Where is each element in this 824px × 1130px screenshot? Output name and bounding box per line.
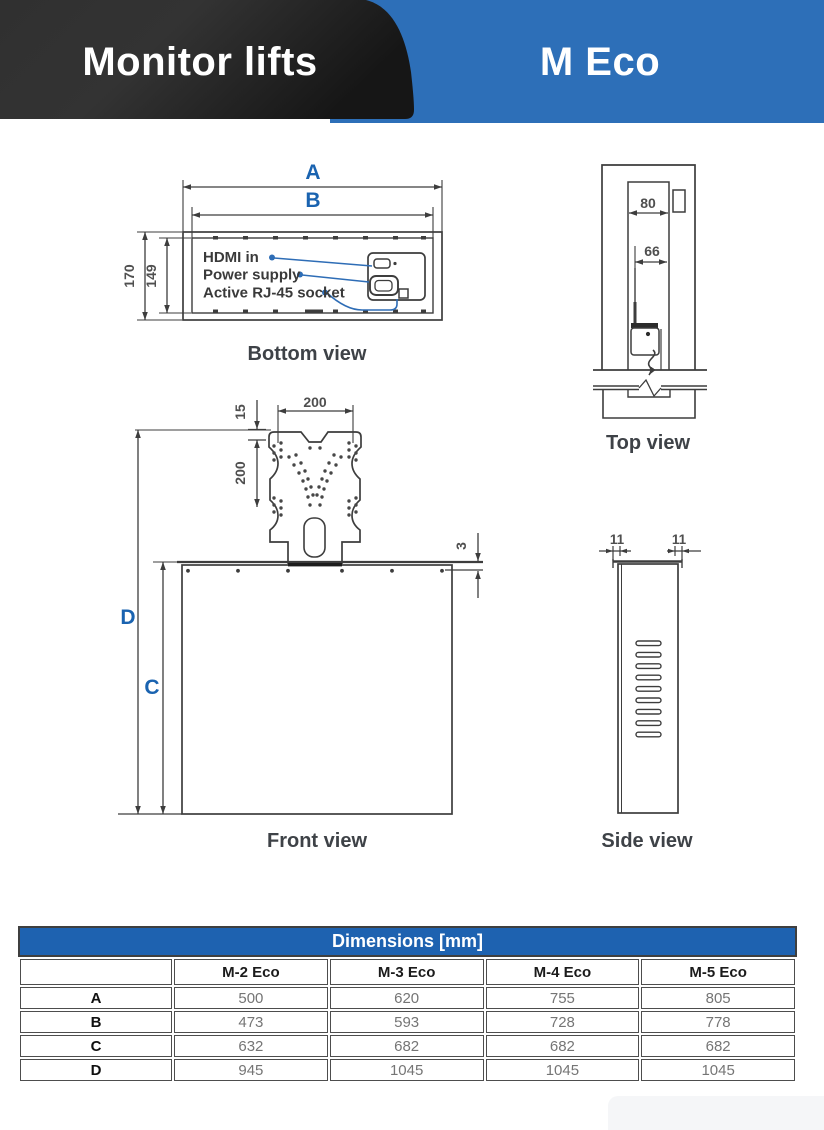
- dim-label-11-right: 11: [671, 532, 687, 547]
- model-title: M Eco: [539, 40, 661, 84]
- cell-C-m4: 682: [486, 1035, 640, 1057]
- table-row: [20, 1059, 795, 1081]
- cell-B-m5: 778: [641, 1011, 795, 1033]
- cell-A-m3: 620: [330, 987, 484, 1009]
- panel-screw-dots: [186, 569, 444, 573]
- top-view-drawing: [575, 152, 735, 452]
- table-title: Dimensions [mm]: [18, 926, 797, 957]
- dim-label-66: 66: [644, 243, 660, 259]
- side-view-caption: Side view: [601, 830, 693, 852]
- dim-label-11-left: 11: [609, 532, 625, 547]
- dim-label-A: A: [305, 161, 321, 184]
- hdmi-port-icon: [374, 259, 390, 268]
- dim-label-C: C: [144, 676, 160, 699]
- vesa-hole-pattern: [272, 441, 357, 516]
- cell-C-m2: 632: [174, 1035, 328, 1057]
- wall-box: [673, 190, 685, 212]
- annotation-hdmi: HDMI in: [203, 249, 259, 266]
- cell-B-m4: 728: [486, 1011, 640, 1033]
- cabinet-body: [182, 565, 452, 814]
- dim-label-3: 3: [453, 542, 469, 550]
- cell-A-m5: 805: [641, 987, 795, 1009]
- row-label-B: B: [20, 1011, 172, 1033]
- side-view-geometry: [599, 546, 701, 813]
- dim-label-200-height: 200: [232, 461, 248, 485]
- cell-D-m4: 1045: [486, 1059, 640, 1081]
- header-banner: [0, 0, 824, 124]
- table-row: [20, 1035, 795, 1057]
- column-header-m2: M-2 Eco: [174, 959, 328, 985]
- column-header-m5: M-5 Eco: [641, 959, 795, 985]
- dim-label-15: 15: [232, 404, 248, 420]
- table-corner-cell: [20, 959, 172, 985]
- row-label-A: A: [20, 987, 172, 1009]
- cell-B-m2: 473: [174, 1011, 328, 1033]
- row-label-C: C: [20, 1035, 172, 1057]
- bottom-view-caption: Bottom view: [247, 343, 367, 365]
- vesa-slot: [304, 518, 325, 557]
- cell-A-m4: 755: [486, 987, 640, 1009]
- cell-A-m2: 500: [174, 987, 328, 1009]
- dim-label-170: 170: [121, 264, 137, 288]
- dimensions-grid: [18, 957, 797, 1083]
- row-label-D: D: [20, 1059, 172, 1081]
- cell-D-m3: 1045: [330, 1059, 484, 1081]
- cell-C-m3: 682: [330, 1035, 484, 1057]
- dim-label-149: 149: [143, 264, 159, 288]
- table-row: [20, 1011, 795, 1033]
- page-corner-strip: [608, 1096, 824, 1130]
- column-header-m3: M-3 Eco: [330, 959, 484, 985]
- cell-D-m2: 945: [174, 1059, 328, 1081]
- cell-C-m5: 682: [641, 1035, 795, 1057]
- page-title: Monitor lifts: [82, 40, 318, 84]
- cell-B-m3: 593: [330, 1011, 484, 1033]
- vesa-plate-outline: [269, 432, 361, 563]
- top-view-caption: Top view: [605, 432, 691, 454]
- column-header-m4: M-4 Eco: [486, 959, 640, 985]
- connector-panel: [368, 253, 425, 300]
- rj45-port-icon: [399, 289, 408, 298]
- dimensions-table: [18, 926, 797, 1083]
- annotation-rj45: Active RJ-45 socket: [203, 284, 345, 302]
- plate-attachment: [288, 563, 342, 566]
- vent-slots: [636, 641, 661, 737]
- annotation-power: Power supply: [203, 266, 301, 284]
- dim-label-B: B: [305, 189, 321, 212]
- dim-label-80: 80: [640, 195, 656, 211]
- cell-D-m5: 1045: [641, 1059, 795, 1081]
- dim-label-200-width: 200: [303, 394, 327, 410]
- dim-label-D: D: [120, 606, 136, 629]
- front-view-caption: Front view: [266, 830, 367, 852]
- power-socket-icon: [370, 276, 398, 295]
- front-view-drawing: [115, 395, 495, 830]
- table-row: [20, 987, 795, 1009]
- side-view-drawing: [595, 530, 710, 825]
- table-header-row: [20, 959, 795, 985]
- bottom-view-drawing: [118, 160, 490, 360]
